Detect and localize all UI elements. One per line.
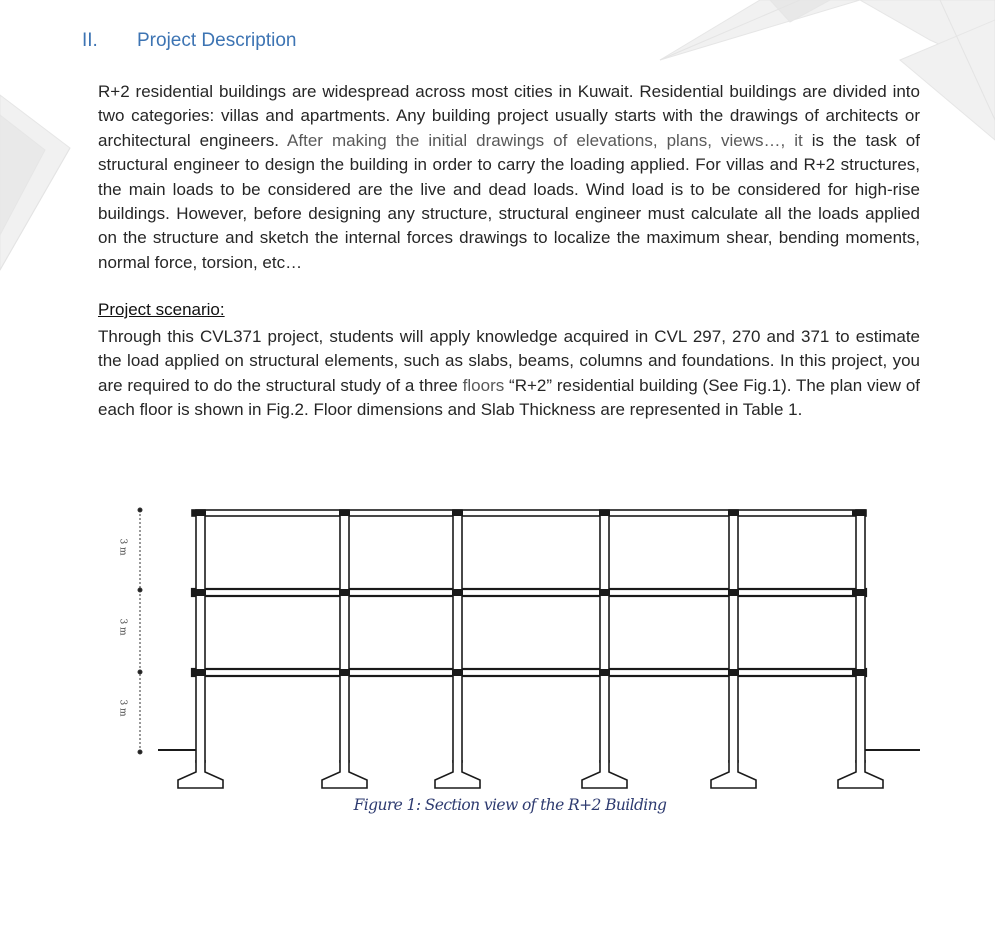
column-1 [196,510,205,762]
intro-text-3: is the task of structural engineer to design the building in order to carry the loading applied. For villas and R+2 structures, the main loads to be considered are the live and dead loads. Wind load is to be considered for high-rise buildings. However, before designing any structure, structural engineer must calculate all the loads applied on the structure and sketch the internal forces drawings to localize the maximum shear, bending moments, normal force, torsion, etc… [98,130,920,272]
scenario-text-1: Through this CVL371 project, students will apply knowledge acquired in CVL 297, 270 and 371 to estimate the load applied on structural elements, such as slabs, beams, columns and foundations. In this project, you are required to do the structural study of a three [98,327,920,395]
floor-slab-1 [192,669,866,676]
dimension-label-2: 3 m [117,618,128,636]
scenario-text-3: “R+2” residential building (See Fig.1). The plan view of each floor is shown in Fig.2. Floor dimensions and Slab Thickness are represented in Table 1. [98,375,920,420]
column-5 [729,510,738,762]
footing-4 [582,760,627,788]
footing-3 [435,760,480,788]
column-2 [340,510,349,762]
dimension-label-1: 3 m [117,538,128,556]
footing-2 [322,760,367,788]
intro-text-2: After making the initial drawings of elevations, plans, views…, it [287,130,803,150]
columns [196,510,865,762]
section-number: II. [82,30,98,51]
dimension-line [138,508,142,754]
column-3 [453,510,462,762]
section-title: Project Description [137,30,297,51]
scenario-text-2: floors [462,375,505,395]
footing-1 [178,760,223,788]
section-heading [82,30,296,52]
section-view-figure [110,490,930,795]
scenario-heading: Project scenario: [98,300,225,319]
footing-6 [838,760,883,788]
column-6 [856,510,865,762]
foundations [178,760,883,788]
scenario-paragraph [98,325,920,423]
figure-caption: Figure 1: Section view of the R+2 Building [353,796,667,814]
footing-5 [711,760,756,788]
column-4 [600,510,609,762]
dimension-label-3: 3 m [117,699,128,717]
floor-slab-2 [192,589,866,596]
intro-text-1: R+2 residential buildings are widespread across most cities in Kuwait. Residential buildings are divided into two categories: villas and apartments. Any building project usually starts with the drawings of architects or architectural engineers. [98,82,920,150]
intro-paragraph [98,80,920,275]
roof-slab [192,510,866,516]
frame-drawing [158,510,920,788]
